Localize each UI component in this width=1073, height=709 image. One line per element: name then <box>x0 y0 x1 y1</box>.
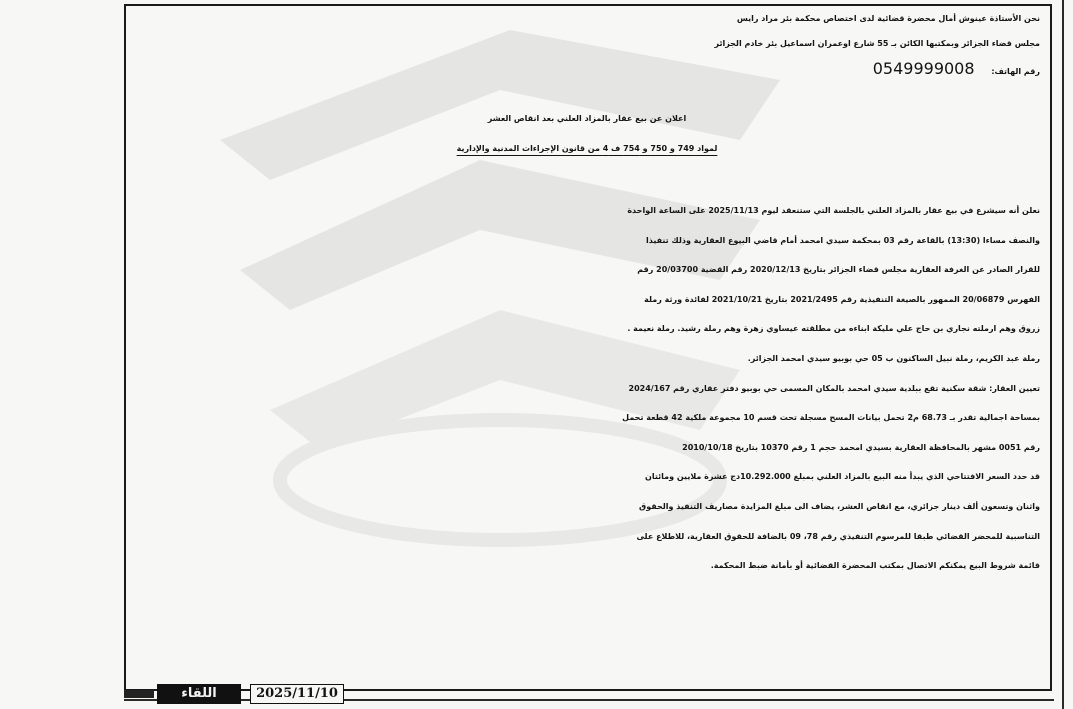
body-line: تعيين العقار: شقة سكنية تقع ببلدية سيدي امحمد بالمكان المسمى حي بوبيو دفتر عقاري رقم 2024/167 <box>628 383 1040 393</box>
body-line: نعلن أنه سيشرع في بيع عقار بالمزاد العلني بالجلسة التي ستنعقد ليوم 2025/11/13 على الساعة الواحدة <box>627 206 1040 215</box>
announcement-title <box>130 104 1044 164</box>
body-line: زروق وهم ارملته نجاري بن حاج علي مليكة ابناءه من مطلقته عيساوي زهرة وهم رملة رشيد. رملة نعيمة . <box>627 324 1040 334</box>
announcement-body <box>130 196 1040 581</box>
body-line: بمساحة اجمالية تقدر بـ 68.73 م2 تحمل بيانات المسح مسجلة تحت قسم 10 مجموعة ملكية 42 قطعة تحمل <box>622 413 1040 423</box>
body-line: والنصف مساءا (13:30) بالقاعة رقم 03 بمحكمة سيدي امحمد أمام قاضي البيوع العقارية وذلك تنفيذا <box>645 235 1040 245</box>
announcement-content <box>130 6 1044 581</box>
body-line: الفهرس 20/06879 الممهور بالصيغة التنفيذية رقم 2021/2495 بتاريخ 2021/10/21 لفائدة ورثة رملة <box>644 294 1040 304</box>
footer-bar <box>124 690 154 698</box>
title-main: اعلان عن بيع عقار بالمزاد العلني بعد انقاص العشر <box>487 114 687 123</box>
body-line: رقم 0051 مشهر بالمحافظة العقارية بسيدي امحمد حجم 1 رقم 10370 بتاريخ 2010/10/18 <box>682 442 1040 452</box>
body-line: قد حدد السعر الافتتاحي الذي يبدأ منه البيع بالمزاد العلني بمبلغ 10.292.000دج عشرة ملايين ومائتان <box>645 472 1040 482</box>
body-line: قائمة شروط البيع يمكنكم الاتصال بمكتب المحضرة القضائية أو بأمانة ضبط المحكمة. <box>710 561 1040 571</box>
column-divider <box>1062 0 1064 709</box>
publication-date: 2025/11/10 <box>250 684 344 704</box>
body-line: رملة عبد الكريم، رملة نبيل الساكنون ب 05 حي بوبيو سيدي امحمد الجزائر. <box>747 353 1040 363</box>
phone-label: رقم الهاتف: <box>991 67 1040 76</box>
body-line: التناسبية للمحضر القضائي طبقا للمرسوم التنفيذي رقم 78، 09 بالضافة للحقوق العقارية، للاطلاع على <box>636 531 1040 541</box>
phone-row <box>130 56 1040 84</box>
newspaper-name: اللقاء <box>157 684 241 704</box>
bailiff-intro: نحن الأستاذة عينوش أمال محضرة قضائية لدى اختصاص محكمة بئر مراد رايس <box>736 14 1040 23</box>
body-line: للقرار الصادر عن الغرفة العقارية مجلس قضاء الجزائر بتاريخ 2020/12/13 رقم القضية 20/03700 رقم <box>637 265 1040 275</box>
title-legal-reference: لمواد 749 و 750 و 754 ف 4 من قانون الإجراءات المدنية والإدارية <box>456 144 718 153</box>
bailiff-address: مجلس قضاء الجزائر وبمكتبها الكائن بـ 55 شارع اوعمران اسماعيل بئر خادم الجزائر <box>714 39 1040 48</box>
body-line: واثنان وتسعون ألف دينار جزائري، مع انقاص العشر، يضاف الى مبلغ المزايدة مصاريف التنفيذ والحقوق <box>639 501 1040 511</box>
phone-number: 0549999008 <box>872 59 975 78</box>
